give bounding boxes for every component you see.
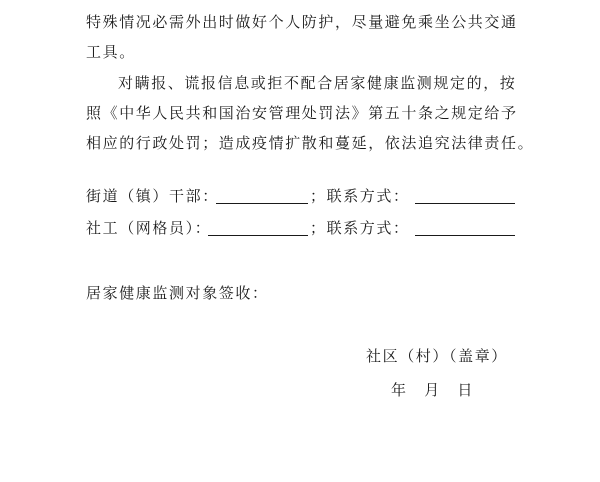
street-cadre-blank[interactable] <box>216 189 308 204</box>
community-seal-text: 社区（村）（盖章） <box>366 347 508 365</box>
social-contact-blank[interactable] <box>415 221 515 236</box>
signature-label: 居家健康监测对象签收： <box>86 284 269 302</box>
date-line: 年 月 日 <box>391 381 475 399</box>
social-worker-blank[interactable] <box>208 221 308 236</box>
paragraph-2-line-1: 对瞒报、谎报信息或拒不配合居家健康监测规定的，按 <box>118 74 517 92</box>
paragraph-2-line-3: 相应的行政处罚；造成疫情扩散和蔓延，依法追究法律责任。 <box>86 134 535 152</box>
paragraph-1-line-2: 工具。 <box>86 43 136 61</box>
paragraph-1-line-1: 特殊情况必需外出时做好个人防护，尽量避免乘坐公共交通 <box>86 13 518 31</box>
social-contact-label: ；联系方式： <box>310 219 410 237</box>
social-worker-label: 社工（网格员）： <box>86 219 212 237</box>
street-contact-blank[interactable] <box>415 189 515 204</box>
street-cadre-label: 街道（镇）干部： <box>86 187 219 205</box>
paragraph-2-line-2: 照《中华人民共和国治安管理处罚法》第五十条之规定给予 <box>86 104 518 122</box>
street-contact-label: ；联系方式： <box>310 187 410 205</box>
